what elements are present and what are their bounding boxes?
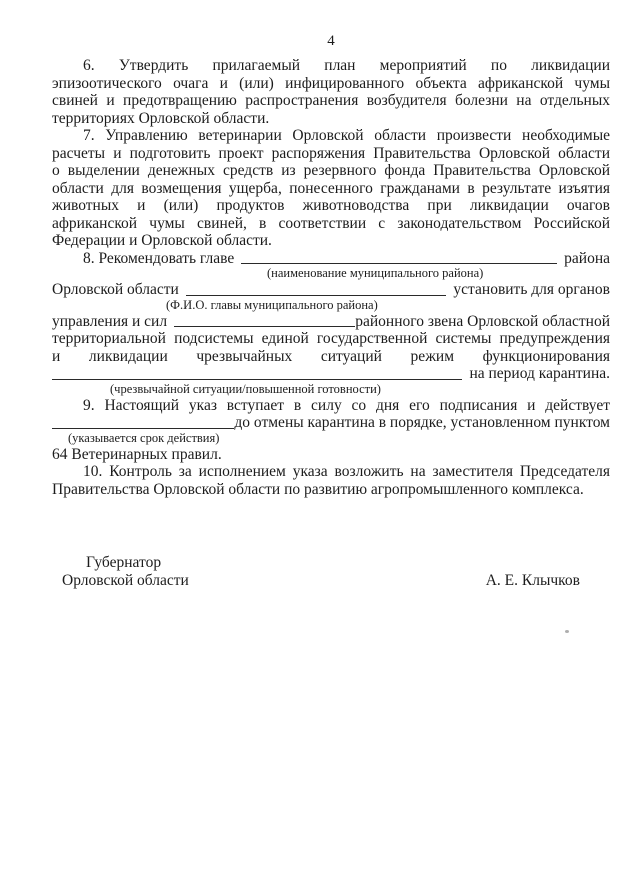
doc-line: эпизоотического очага и (или) инфицированного объекта африканской чумы bbox=[52, 74, 610, 92]
signature-title bbox=[62, 554, 189, 590]
doc-line: расчеты и подготовить проект распоряжения Правительства Орловской области bbox=[52, 144, 610, 162]
paragraph-9 bbox=[52, 397, 610, 464]
doc-line: 10. Контроль за исполнением указа возложить на заместителя Председателя bbox=[83, 463, 610, 480]
line-text: до отмены карантина в порядке, установленном пунктом bbox=[234, 414, 610, 431]
line-text: Орловской области bbox=[52, 281, 179, 298]
doc-line: о выделении денежных средств из резервного фонда Правительства Орловской bbox=[52, 162, 610, 179]
signature-name: А. Е. Клычков bbox=[485, 572, 580, 589]
blank-head-name-field bbox=[186, 293, 447, 296]
page-number: 4 bbox=[327, 33, 335, 49]
signature-title-line2: Орловской области bbox=[62, 572, 189, 589]
doc-line: территориальной подсистемы единой государственной системы предупреждения bbox=[52, 330, 610, 347]
form-line-rayon-link bbox=[52, 313, 610, 331]
line-text: района bbox=[564, 249, 610, 267]
blank-municipal-district-field bbox=[241, 261, 557, 264]
blank-regime-field bbox=[52, 377, 462, 380]
doc-line: африканской чумы свиней, в соответствии с законодательством Российской bbox=[52, 214, 610, 232]
doc-line: Федерации и Орловской области. bbox=[52, 232, 272, 249]
signature-block bbox=[52, 554, 610, 590]
line-text: 8. Рекомендовать главе bbox=[83, 249, 235, 267]
doc-line: Правительства Орловской области по развитию агропромышленного комплекса. bbox=[52, 480, 584, 498]
field-caption-district: (наименование муниципального района) bbox=[267, 266, 484, 280]
blank-validity-period-field bbox=[52, 426, 234, 429]
line-text: на период карантина. bbox=[469, 365, 610, 382]
form-line-district bbox=[52, 250, 610, 268]
form-line-validity bbox=[52, 414, 610, 432]
doc-line: 9. Настоящий указ вступает в силу со дня его подписания и действует bbox=[83, 396, 610, 414]
field-caption-head-name: (Ф.И.О. главы муниципального района) bbox=[166, 297, 378, 312]
paragraph-6 bbox=[52, 57, 610, 127]
field-caption-validity: (указывается срок действия) bbox=[68, 430, 220, 445]
doc-line: 7. Управлению ветеринарии Орловской области произвести необходимые bbox=[83, 127, 610, 144]
doc-line: 64 Ветеринарных правил. bbox=[52, 445, 222, 463]
doc-line: области для возмещения ущерба, понесенного гражданами в результате изъятия bbox=[52, 179, 610, 197]
field-caption-regime: (чрезвычайной ситуации/повышенной готовности) bbox=[110, 381, 381, 396]
line-text: районного звена Орловской областной bbox=[355, 312, 610, 330]
form-line-head-name bbox=[52, 281, 610, 299]
doc-line: и ликвидации чрезвычайных ситуаций режим функционирования bbox=[52, 347, 610, 365]
paragraph-8 bbox=[52, 250, 610, 397]
blank-rayon-link-field bbox=[174, 324, 355, 327]
paragraph-10 bbox=[52, 463, 610, 498]
doc-line: 6. Утвердить прилагаемый план мероприятий по ликвидации bbox=[83, 57, 610, 74]
doc-line: территориях Орловской области. bbox=[52, 109, 270, 127]
line-text: управления и сил bbox=[52, 312, 168, 330]
paragraph-7 bbox=[52, 127, 610, 250]
doc-line: животных и (или) продуктов животноводства при ликвидации очагов bbox=[52, 197, 610, 214]
form-line-regime bbox=[52, 365, 610, 383]
scan-speck bbox=[565, 630, 569, 633]
line-text: установить для органов bbox=[453, 281, 610, 298]
signature-title-line1: Губернатор bbox=[86, 554, 162, 571]
doc-line: свиней и предотвращению распространения возбудителя болезни на отдельных bbox=[52, 92, 610, 109]
